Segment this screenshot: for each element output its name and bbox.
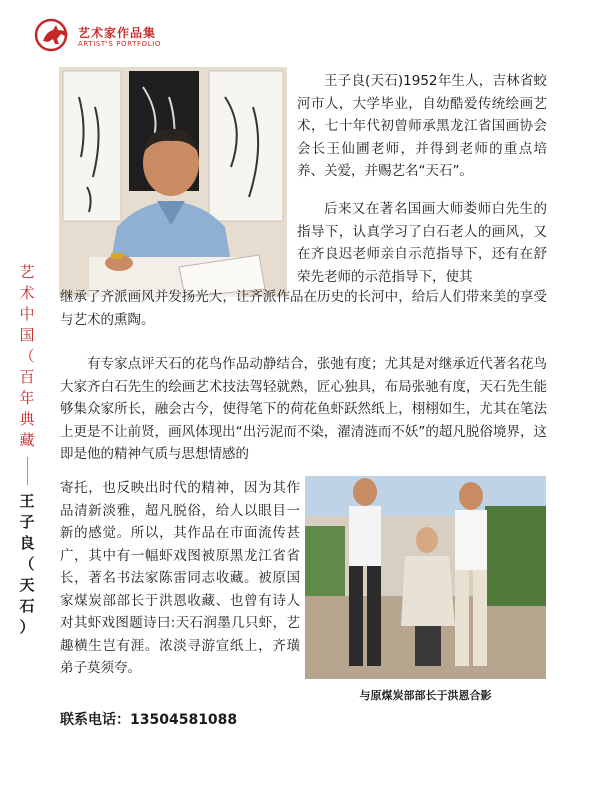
bio-paragraph-3-end: 寄托，也反映出时代的精神，因为其作品清新淡雅，超凡脱俗，给人以眼目一新的感觉。所以，其作品在市面流传甚广，其中有一幅虾戏图被原黑龙江省省长，著名书法家陈雷同志收藏。被原国家煤炭部部长于洪恩收藏、也曾有诗人对其虾戏图题诗曰:天石润墨几只虾，艺趣横生岂有涯。浓淡寻游宣纸上，齐璜弟子莫须夸。 xyxy=(60,480,300,676)
bio-paragraph-1: 王子良(天石)1952年生人，吉林省蛟河市人，大学毕业，自幼酷爱传统绘画艺术，七十年代初曾师承黑龙江省国画协会会长王仙圃老师，并得到老师的重点培养、关爱，并赐艺名“天石”。 xyxy=(297,73,547,179)
artist-name-vertical: 王 子 良 （ 天 石 ） xyxy=(19,492,35,636)
series-title: 艺 术 中 国 （ 百 年 典 藏 xyxy=(19,263,35,449)
side-banner xyxy=(14,262,40,638)
bio-paragraph-2-start: 后来又在著名国画大师娄师白先生的指导下，认真学习了白石老人的画风，又在齐良迟老师亲自示范指导下，还有在舒荣先老师的示范指导下，使其 xyxy=(297,201,547,285)
group-photo xyxy=(305,476,546,679)
bio-paragraph-3-start: 有专家点评天石的花鸟作品动静结合，张弛有度；尤其是对继承近代著名花鸟大家齐白石先生的绘画艺术技法驾轻就熟，匠心独具，布局张驰有度，天石先生能够集众家所长，融会古今，使得笔下的荷花鱼虾跃然纸上，栩栩如生，尤其在笔法上更是不让前贤，画风体现出“出污泥而不染，濯清涟而不妖”的超凡脱俗境界，这即是他的精神气质与思想情感的 xyxy=(60,356,547,462)
contact-phone: 联系电话：13504581088 xyxy=(60,712,238,728)
artist-portrait-photo xyxy=(59,67,287,297)
brand-logo xyxy=(34,18,194,54)
horse-logo-icon xyxy=(34,18,74,52)
brand-title: 艺术家作品集 xyxy=(78,26,157,40)
brand-subtitle: ARTIST'S PORTFOLIO xyxy=(78,40,161,48)
photo-caption: 与原煤炭部部长于洪恩合影 xyxy=(359,689,492,702)
side-divider xyxy=(27,457,28,485)
bio-paragraph-2-end: 继承了齐派画风并发扬光大，让齐派作品在历史的长河中，给后人们带来美的享受与艺术的熏陶。 xyxy=(60,289,547,328)
